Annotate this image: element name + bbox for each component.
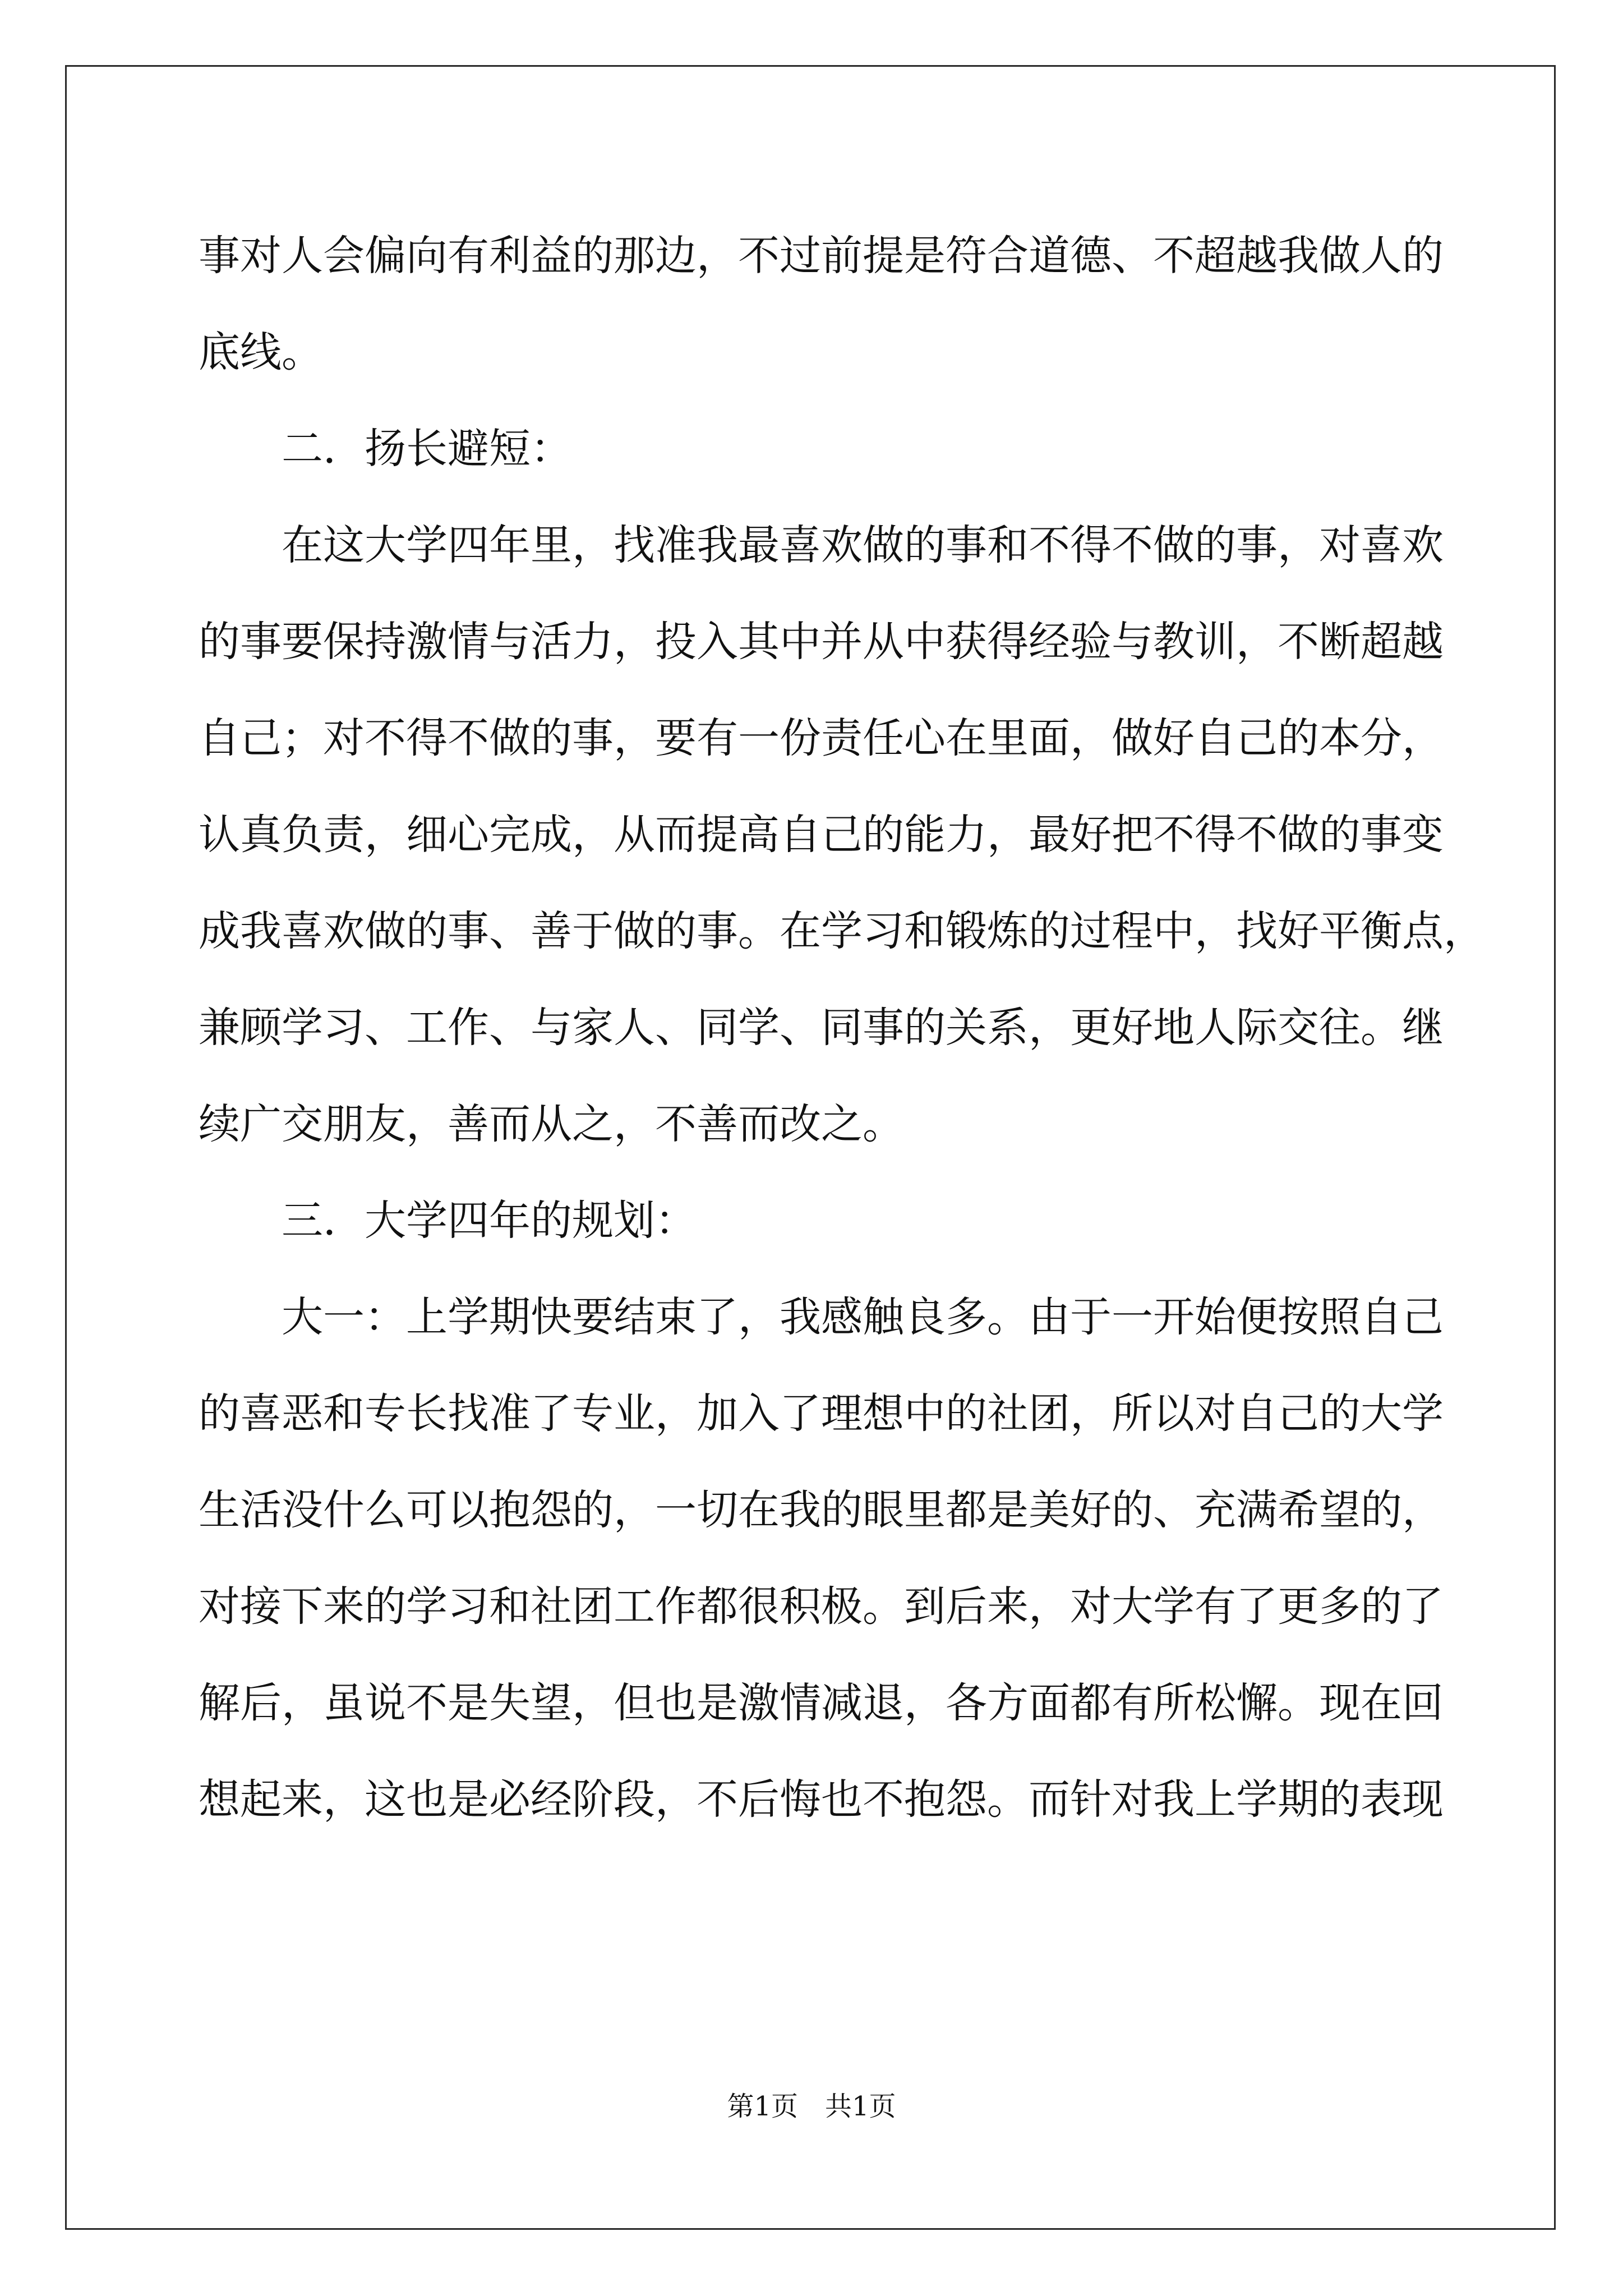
body-line: 的喜恶和专长找准了专业，加入了理想中的社团，所以对自己的大学 xyxy=(199,1389,1444,1438)
body-line: 兼顾学习、工作、与家人、同学、同事的关系，更好地人际交往。继 xyxy=(199,1004,1444,1052)
body-line: 底线。 xyxy=(199,328,323,376)
page-number: 第1页 xyxy=(727,2091,798,2122)
body-line: 成我喜欢做的事、善于做的事。在学习和锻炼的过程中，找好平衡点， xyxy=(199,907,1485,955)
body-line: 事对人会偏向有利益的那边，不过前提是符合道德、不超越我做人的 xyxy=(199,232,1444,280)
body-line: 在这大学四年里，找准我最喜欢做的事和不得不做的事，对喜欢 xyxy=(282,521,1444,569)
section-heading: 三．大学四年的规划： xyxy=(282,1197,697,1245)
document-body xyxy=(199,208,1485,1848)
body-line: 自己；对不得不做的事，要有一份责任心在里面，做好自己的本分， xyxy=(199,714,1444,762)
page-footer xyxy=(0,2090,1623,2123)
body-line: 认真负责，细心完成，从而提高自己的能力，最好把不得不做的事变 xyxy=(199,811,1444,859)
body-line: 想起来，这也是必经阶段，不后悔也不抱怨。而针对我上学期的表现 xyxy=(199,1775,1444,1824)
body-line: 大一：上学期快要结束了，我感触良多。由于一开始便按照自己 xyxy=(282,1293,1444,1341)
body-line: 解后，虽说不是失望，但也是激情减退，各方面都有所松懈。现在回 xyxy=(199,1679,1444,1727)
body-line: 对接下来的学习和社团工作都很积极。到后来，对大学有了更多的了 xyxy=(199,1582,1444,1631)
page-total: 共1页 xyxy=(825,2091,896,2122)
section-heading: 二．扬长避短： xyxy=(282,425,572,473)
body-line: 续广交朋友，善而从之，不善而改之。 xyxy=(199,1100,904,1148)
body-line: 生活没什么可以抱怨的，一切在我的眼里都是美好的、充满希望的， xyxy=(199,1486,1444,1534)
body-line: 的事要保持激情与活力，投入其中并从中获得经验与教训，不断超越 xyxy=(199,618,1444,666)
